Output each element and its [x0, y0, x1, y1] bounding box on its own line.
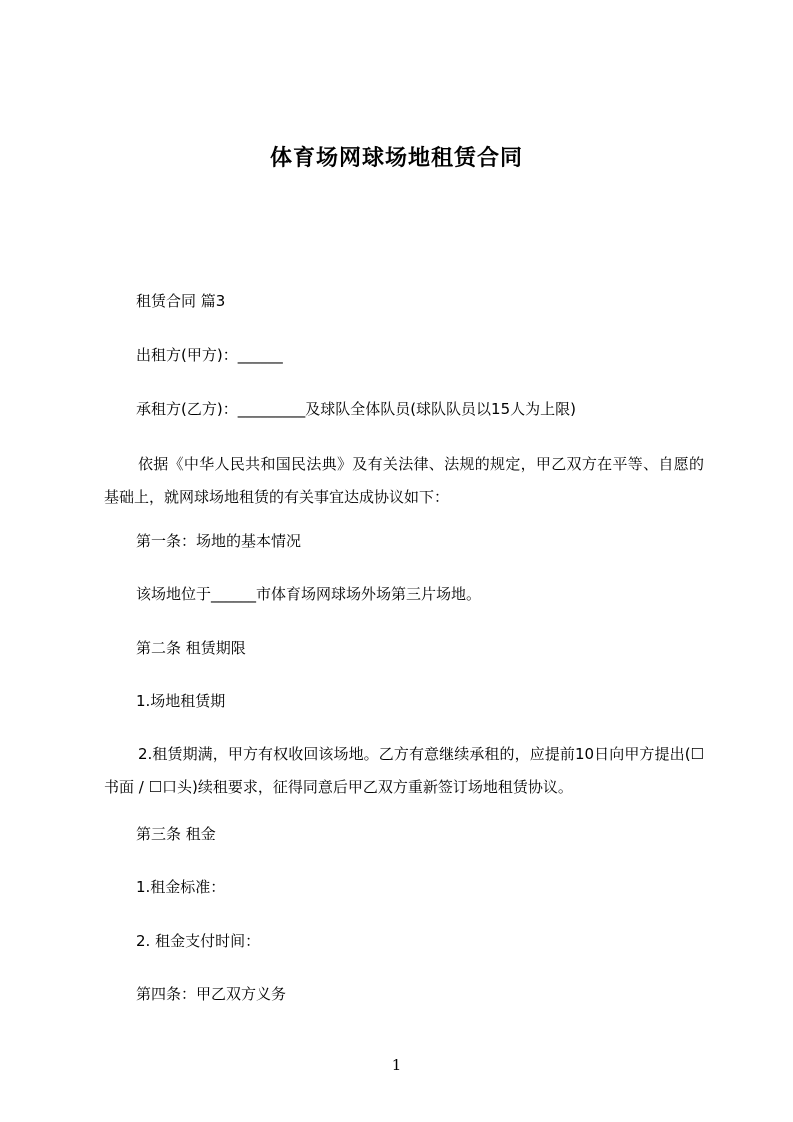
lease-period-item: 1.场地租赁期 — [136, 692, 226, 710]
article-1-heading: 第一条：场地的基本情况 — [136, 532, 302, 550]
rent-payment-item: 2. 租金支付时间： — [136, 932, 261, 950]
contract-subtitle: 租赁合同 篇3 — [136, 292, 226, 310]
preamble-paragraph: 依据《中华人民共和国民法典》及有关法律、法规的规定，甲乙双方在平等、自愿的基础上，就网球场地租赁的有关事宜达成协议如下： — [104, 455, 704, 506]
document-title: 体育场网球场地租赁合同 — [269, 146, 523, 171]
article-2-heading: 第二条 租赁期限 — [136, 639, 246, 657]
article-3-heading: 第三条 租金 — [136, 825, 216, 843]
page-number: 1 — [391, 1056, 402, 1074]
article-4-heading: 第四条：甲乙双方义务 — [136, 985, 287, 1003]
lessor-line: 出租方(甲方)：______ — [136, 346, 283, 364]
lessee-line: 承租方(乙方)：_________及球队全体队员(球队队员以15人为上限) — [136, 400, 576, 418]
rent-standard-item: 1.租金标准： — [136, 878, 226, 896]
site-location-line: 该场地位于______市体育场网球场外场第三片场地。 — [136, 585, 482, 603]
lease-renewal-paragraph: 2.租赁期满，甲方有权收回该场地。乙方有意继续承租的，应提前10日向甲方提出(☐书面 / ☐口头)续租要求，征得同意后甲乙双方重新签订场地租赁协议。 — [104, 745, 704, 796]
